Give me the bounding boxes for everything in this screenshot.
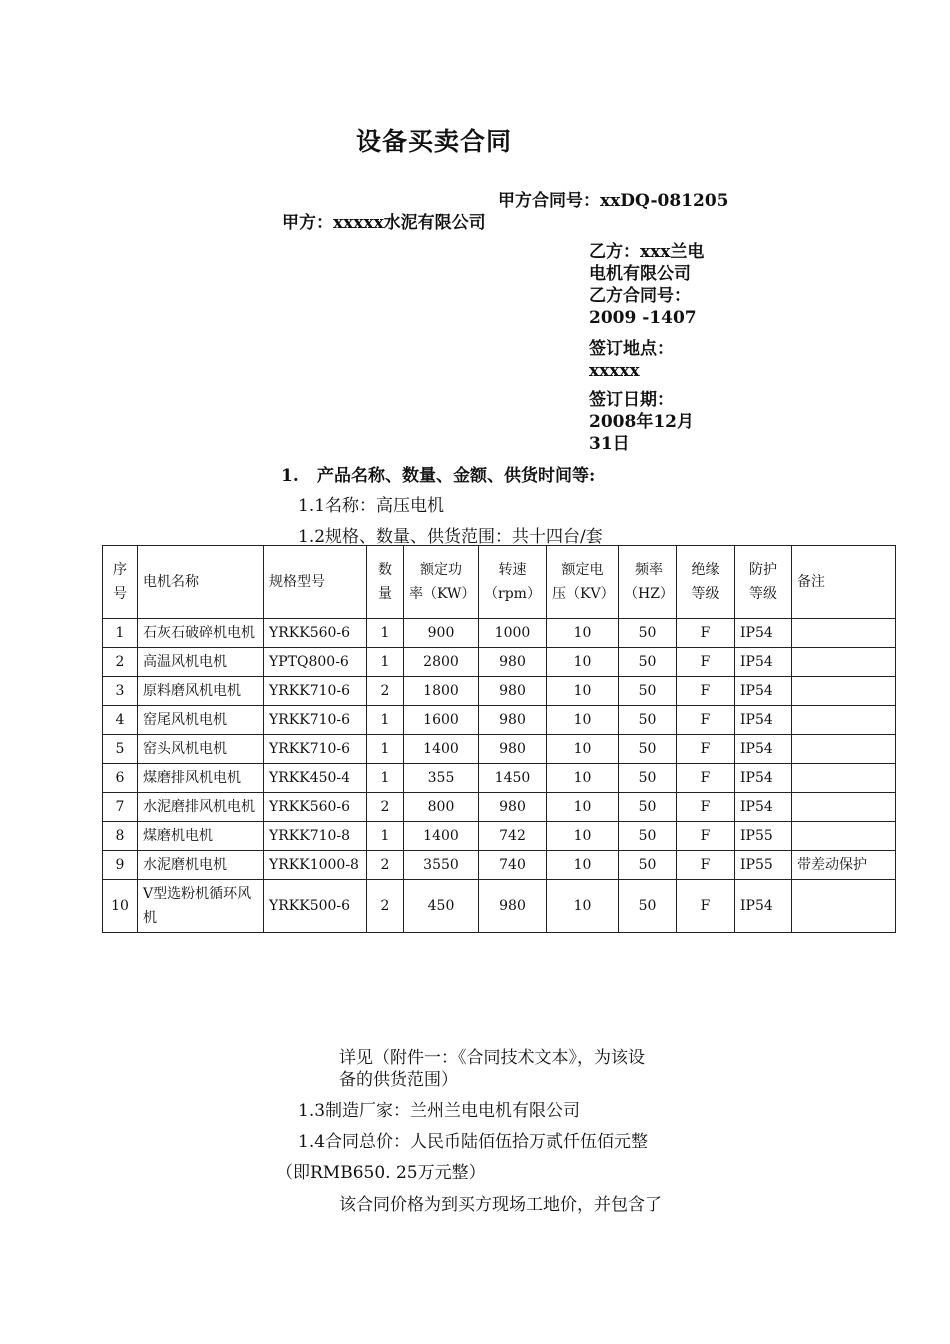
header-label-line: 压（KV）: [552, 586, 615, 602]
header-label-line: 备注: [797, 574, 825, 590]
header-label-line: 电机名称: [143, 574, 199, 590]
party-b-line-1: 乙方：xxx兰电: [589, 242, 705, 262]
table-cell: 740: [479, 851, 547, 880]
table-cell: F: [677, 793, 735, 822]
table-cell: 355: [404, 764, 479, 793]
table-cell: 2: [367, 677, 404, 706]
table-cell: 50: [619, 793, 677, 822]
table-cell: 2: [367, 793, 404, 822]
party-b-contract-number: 2009 -1407: [589, 308, 697, 328]
table-row: [103, 822, 896, 851]
table-cell: F: [677, 677, 735, 706]
header-label-line: 量: [378, 586, 392, 602]
header-col-frequency: [619, 546, 677, 619]
table-cell: [792, 822, 896, 851]
table-cell: 10: [547, 735, 619, 764]
table-cell: 煤磨排风机电机: [138, 764, 264, 793]
item-1-2: 1.2规格、数量、供货范围：共十四台/套: [298, 527, 603, 547]
table-row: [103, 706, 896, 735]
header-col-model: [264, 546, 367, 619]
table-cell: 3: [103, 677, 138, 706]
table-row: [103, 735, 896, 764]
table-cell: [792, 619, 896, 648]
table-cell: 10: [547, 822, 619, 851]
table-cell: YRKK1000-8: [264, 851, 367, 880]
header-label: [113, 558, 127, 606]
header-col-motor-name: [138, 546, 264, 619]
table-cell: 1450: [479, 764, 547, 793]
table-cell: 高温风机电机: [138, 648, 264, 677]
table-cell: F: [677, 764, 735, 793]
table-cell: 水泥磨排风机电机: [138, 793, 264, 822]
table-cell: 1400: [404, 822, 479, 851]
table-cell: 4: [103, 706, 138, 735]
table-cell: 1400: [404, 735, 479, 764]
section-1-heading: [281, 461, 595, 486]
table-cell: YRKK500-6: [264, 880, 367, 933]
table-cell: 10: [103, 880, 138, 933]
table-cell: 3550: [404, 851, 479, 880]
table-cell: 石灰石破碎机电机: [138, 619, 264, 648]
party-a-contract-number: 甲方合同号：xxDQ-081205: [498, 191, 729, 211]
table-cell: 10: [547, 880, 619, 933]
table-row: [103, 764, 896, 793]
table-cell: 2: [367, 851, 404, 880]
header-label: [269, 570, 325, 594]
table-cell: YRKK710-6: [264, 735, 367, 764]
sign-date-label: 签订日期：: [589, 390, 674, 410]
header-label: [378, 558, 392, 606]
table-cell: 10: [547, 648, 619, 677]
table-cell: IP55: [735, 851, 792, 880]
header-label-line: 额定电: [561, 562, 604, 578]
table-row: [103, 648, 896, 677]
table-cell: 煤磨机电机: [138, 822, 264, 851]
table-cell: [792, 648, 896, 677]
header-col-speed: [479, 546, 547, 619]
table-cell: 窑头风机电机: [138, 735, 264, 764]
header-label: [797, 570, 825, 594]
table-cell: 50: [619, 706, 677, 735]
header-label-line: 额定功: [420, 562, 462, 578]
section-1-number: 1.: [281, 466, 299, 486]
table-cell: IP54: [735, 619, 792, 648]
table-cell: IP54: [735, 764, 792, 793]
table-cell: 2: [103, 648, 138, 677]
table-cell: 450: [404, 880, 479, 933]
table-body: [103, 619, 896, 933]
table-cell: 1: [367, 648, 404, 677]
table-cell: 1: [367, 735, 404, 764]
sign-place-value: xxxxx: [589, 361, 640, 381]
table-cell: [792, 706, 896, 735]
table-cell: 10: [547, 851, 619, 880]
header-col-power: [404, 546, 479, 619]
table-cell: YRKK450-4: [264, 764, 367, 793]
table-cell: 1: [367, 822, 404, 851]
header-label-line: （HZ）: [624, 586, 674, 602]
table-cell: 10: [547, 706, 619, 735]
table-cell: 50: [619, 619, 677, 648]
party-b-contract-label: 乙方合同号：: [589, 286, 691, 306]
table-cell: 50: [619, 851, 677, 880]
equipment-spec-table: [102, 545, 896, 933]
table-cell: YRKK710-6: [264, 706, 367, 735]
table-cell: 50: [619, 764, 677, 793]
table-cell: IP54: [735, 706, 792, 735]
table-cell: 1: [367, 764, 404, 793]
table-row: [103, 793, 896, 822]
header-label: [484, 558, 541, 606]
table-cell: F: [677, 648, 735, 677]
table-cell: 6: [103, 764, 138, 793]
header-label-line: 数: [378, 562, 392, 578]
header-label-line: 率（KW）: [409, 586, 476, 602]
header-label: [409, 558, 476, 606]
table-cell: YRKK560-6: [264, 619, 367, 648]
table-cell: YPTQ800-6: [264, 648, 367, 677]
table-cell: IP54: [735, 735, 792, 764]
table-cell: 带差动保护: [792, 851, 896, 880]
table-cell: 1: [367, 706, 404, 735]
header-label: [624, 558, 674, 606]
table-cell: YRKK560-6: [264, 793, 367, 822]
party-a-name: 甲方：xxxxx水泥有限公司: [282, 213, 486, 233]
table-row: [103, 619, 896, 648]
table-cell: 742: [479, 822, 547, 851]
table-cell: IP54: [735, 677, 792, 706]
item-1-3: 1.3制造厂家：兰州兰电电机有限公司: [298, 1101, 581, 1121]
header-label-line: 规格型号: [269, 574, 325, 590]
table-cell: IP54: [735, 880, 792, 933]
table-cell: 980: [479, 880, 547, 933]
header-col-remarks: [792, 546, 896, 619]
table-cell: 窑尾风机电机: [138, 706, 264, 735]
table-cell: [792, 764, 896, 793]
table-cell: 1: [103, 619, 138, 648]
header-label-line: 序: [113, 562, 127, 578]
header-label-line: 等级: [749, 586, 777, 602]
table-cell: 50: [619, 677, 677, 706]
table-cell: 800: [404, 793, 479, 822]
table-cell: 10: [547, 793, 619, 822]
table-cell: 980: [479, 735, 547, 764]
table-cell: 50: [619, 822, 677, 851]
table-cell: 原料磨风机电机: [138, 677, 264, 706]
table-cell: F: [677, 735, 735, 764]
table-cell: IP54: [735, 648, 792, 677]
sign-place-label: 签订地点：: [589, 339, 674, 359]
note-line-2: 备的供货范围）: [339, 1070, 458, 1090]
table-cell: 1: [367, 619, 404, 648]
table-cell: V型选粉机循环风机: [138, 880, 264, 933]
header-label-line: （rpm）: [484, 586, 541, 602]
header-label-line: 频率: [634, 562, 663, 578]
table-cell: YRKK710-8: [264, 822, 367, 851]
header-label: [552, 558, 613, 606]
table-cell: 980: [479, 793, 547, 822]
header-label: [692, 558, 720, 606]
item-1-5: 该合同价格为到买方现场工地价，并包含了: [339, 1195, 662, 1215]
table-cell: 1000: [479, 619, 547, 648]
table-cell: F: [677, 880, 735, 933]
table-cell: 980: [479, 677, 547, 706]
header-label: [143, 570, 199, 594]
table-cell: 5: [103, 735, 138, 764]
header-label: [749, 558, 777, 606]
table-cell: 8: [103, 822, 138, 851]
table-cell: 1800: [404, 677, 479, 706]
header-label-line: 绝缘: [691, 562, 720, 578]
header-label-line: 转速: [498, 562, 527, 578]
table-header-row: [103, 546, 896, 619]
item-1-4-amount: （即RMB650. 25万元整）: [276, 1163, 486, 1183]
header-col-no: [103, 546, 138, 619]
table-row: [103, 851, 896, 880]
table-cell: F: [677, 706, 735, 735]
table-cell: 1600: [404, 706, 479, 735]
table-cell: 10: [547, 619, 619, 648]
table-cell: IP54: [735, 793, 792, 822]
document-title: 设备买卖合同: [356, 127, 513, 156]
table-cell: 980: [479, 648, 547, 677]
table-cell: YRKK710-6: [264, 677, 367, 706]
header-col-qty: [367, 546, 404, 619]
table-cell: 900: [404, 619, 479, 648]
table-cell: 50: [619, 735, 677, 764]
table-cell: 10: [547, 764, 619, 793]
item-1-4: 1.4合同总价：人民币陆佰伍拾万贰仟伍佰元整: [298, 1132, 649, 1152]
table-cell: [792, 735, 896, 764]
header-label-line: 等级: [691, 586, 720, 602]
table-cell: 50: [619, 648, 677, 677]
header-col-protection: [735, 546, 792, 619]
table-cell: [792, 880, 896, 933]
table-cell: F: [677, 851, 735, 880]
section-1-text: 产品名称、数量、金额、供货时间等:: [317, 466, 596, 486]
table-cell: 2800: [404, 648, 479, 677]
table-row: [103, 677, 896, 706]
table-cell: F: [677, 822, 735, 851]
table-cell: 7: [103, 793, 138, 822]
table-cell: 9: [103, 851, 138, 880]
table-cell: 2: [367, 880, 404, 933]
sign-date-line-1: 2008年12月: [589, 412, 694, 432]
table-cell: 980: [479, 706, 547, 735]
table-cell: IP55: [735, 822, 792, 851]
note-line-1: 详见（附件一：《合同技术文本》，为该设: [339, 1048, 645, 1068]
table-cell: F: [677, 619, 735, 648]
table-cell: [792, 793, 896, 822]
party-b-line-2: 电机有限公司: [589, 264, 691, 284]
table-cell: 水泥磨机电机: [138, 851, 264, 880]
header-label-line: 防护: [749, 562, 777, 578]
item-1-1: 1.1名称：高压电机: [298, 496, 445, 516]
header-label-line: 号: [113, 586, 127, 602]
table-row: [103, 880, 896, 933]
header-col-insulation: [677, 546, 735, 619]
table-cell: [792, 677, 896, 706]
header-col-voltage: [547, 546, 619, 619]
sign-date-line-2: 31日: [589, 434, 630, 454]
table-cell: 10: [547, 677, 619, 706]
table-cell: 50: [619, 880, 677, 933]
